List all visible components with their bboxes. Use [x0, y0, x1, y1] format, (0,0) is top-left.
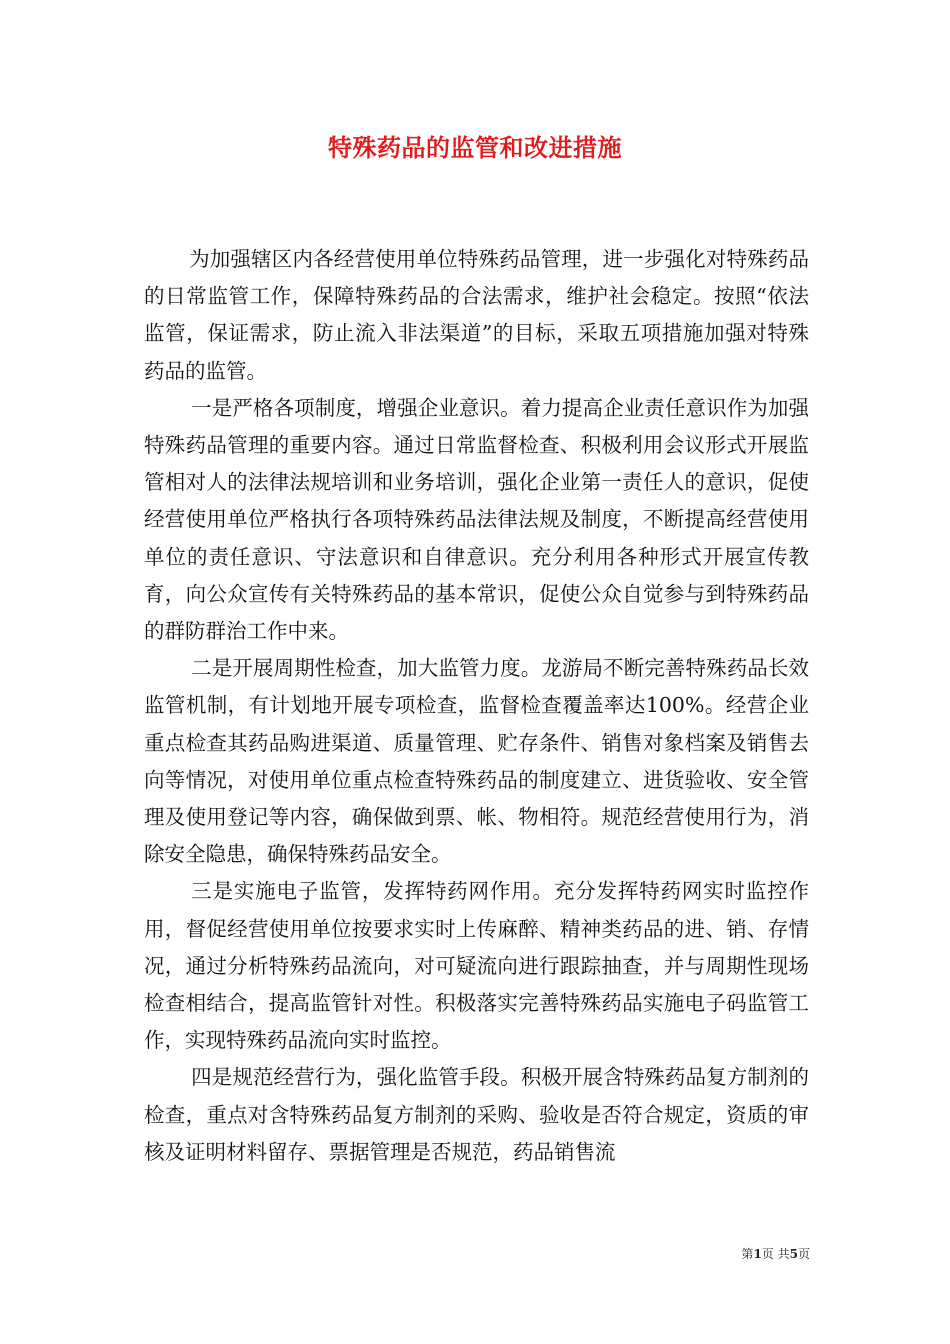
paragraph-intro: 为加强辖区内各经营使用单位特殊药品管理，进一步强化对特殊药品的日常监管工作，保障特殊药品的合法需求，维护社会稳定。按照“依法监管，保证需求，防止流入非法渠道”的目标，采取五项措施加强对特殊药品的监管。 [144, 247, 809, 383]
paragraph-measure-4: 四是规范经营行为，强化监管手段。积极开展含特殊药品复方制剂的检查，重点对含特殊药品复方制剂的采购、验收是否符合规定，资质的审核及证明材料留存、票据管理是否规范，药品销售流 [144, 1065, 809, 1164]
paragraph-measure-1: 一是严格各项制度，增强企业意识。着力提高企业责任意识作为加强特殊药品管理的重要内容。通过日常监督检查、积极利用会议形式开展监管相对人的法律法规培训和业务培训，强化企业第一责任人的意识，促使经营使用单位严格执行各项特殊药品法律法规及制度，不断提高经营使用单位的责任意识、守法意识和自律意识。充分利用各种形式开展宣传教育，向公众宣传有关特殊药品的基本常识，促使公众自觉参与到特殊药品的群防群治工作中来。 [144, 395, 809, 644]
document-body [144, 241, 809, 1171]
footer-suffix: 页 [797, 1247, 810, 1261]
footer-total-pages: 5 [789, 1247, 798, 1261]
page-footer [0, 1246, 810, 1262]
footer-current-page: 1 [753, 1247, 762, 1261]
footer-middle: 页 共 [761, 1247, 790, 1261]
paragraph-measure-2: 二是开展周期性检查，加大监管力度。龙游局不断完善特殊药品长效监管机制，有计划地开展专项检查，监督检查覆盖率达100%。经营企业重点检查其药品购进渠道、质量管理、贮存条件、销售对象档案及销售去向等情况，对使用单位重点检查特殊药品的制度建立、进货验收、安全管理及使用登记等内容，确保做到票、帐、物相符。规范经营使用行为，消除安全隐患，确保特殊药品安全。 [144, 656, 809, 867]
document-title: 特殊药品的监管和改进措施 [328, 133, 622, 162]
paragraph-measure-3: 三是实施电子监管，发挥特药网作用。充分发挥特药网实时监控作用，督促经营使用单位按要求实时上传麻醉、精神类药品的进、销、存情况，通过分析特殊药品流向，对可疑流向进行跟踪抽查，并与周期性现场检查相结合，提高监管针对性。积极落实完善特殊药品实施电子码监管工作，实现特殊药品流向实时监控。 [144, 879, 809, 1053]
footer-prefix: 第 [741, 1247, 754, 1261]
